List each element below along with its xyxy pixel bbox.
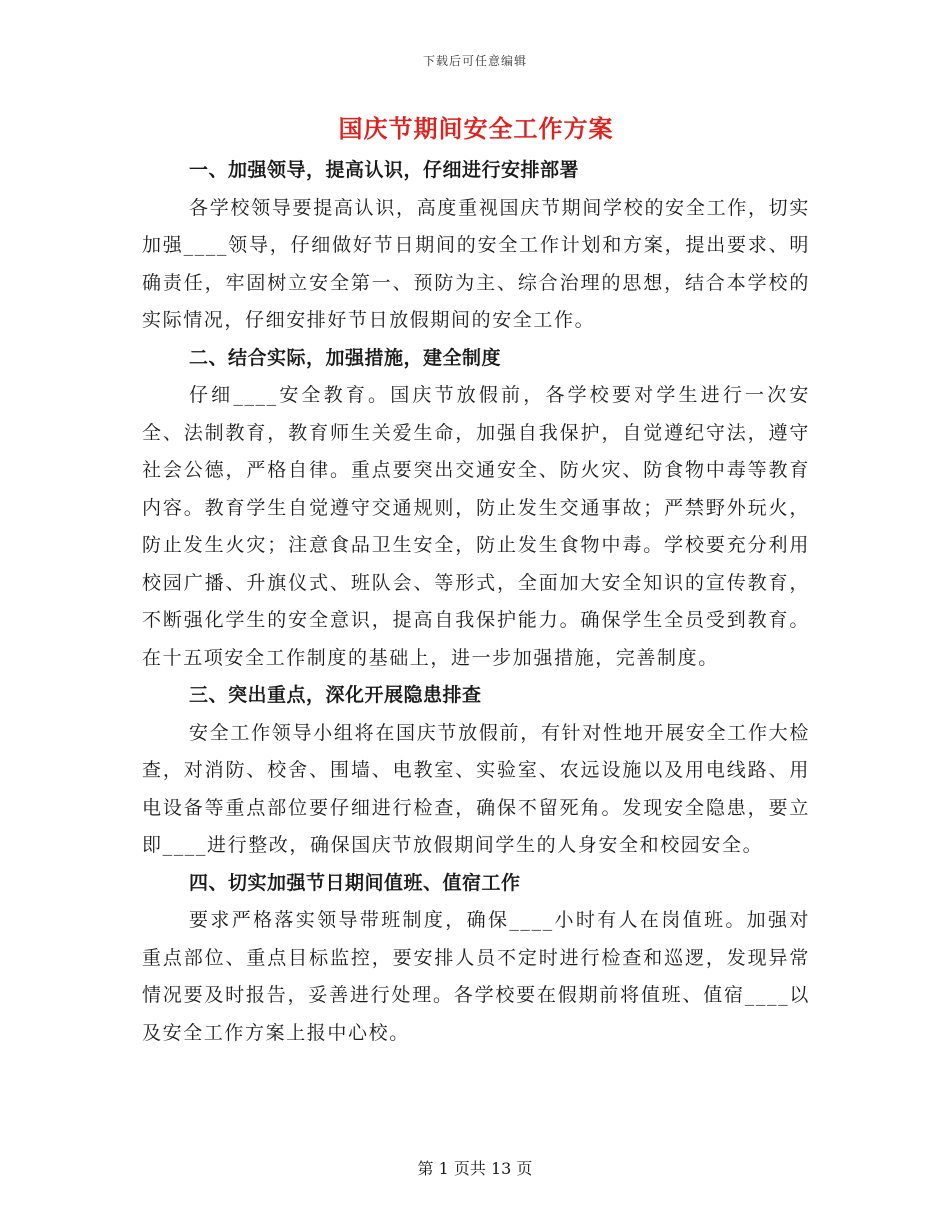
page-footer: 第 1 页共 13 页: [417, 1159, 533, 1178]
section-heading: 三、突出重点，深化开展隐患排查: [189, 684, 482, 706]
section-paragraph: 要求严格落实领导带班制度，确保____小时有人在岗值班。加强对重点部位、重点目标监控，要安排人员不定时进行检查和巡逻，发现异常情况要及时报告，妥善进行处理。各学校要在假期前将值班、值宿____以及安全工作方案上报中心校。: [142, 909, 810, 1044]
section-heading: 二、结合实际，加强措施，建全制度: [189, 346, 502, 369]
section-paragraph: 各学校领导要提高认识，高度重视国庆节期间学校的安全工作，切实加强____领导，仔细做好节日期间的安全工作计划和方案，提出要求、明确责任，牢固树立安全第一、预防为主、综合治理的思想，结合本学校的实际情况，仔细安排好节日放假期间的安全工作。: [142, 196, 810, 331]
section-3: [142, 677, 810, 865]
document-body: [142, 110, 810, 1052]
section-1: [142, 152, 810, 340]
section-paragraph: 仔细____安全教育。国庆节放假前，各学校要对学生进行一次安全、法制教育，教育师生关爱生命，加强自我保护，自觉遵纪守法，遵守社会公德，严格自律。重点要突出交通安全、防火灾、防食物中毒等教育内容。教育学生自觉遵守交通规则，防止发生交通事故；严禁野外玩火，防止发生火灾；注意食品卫生安全，防止发生食物中毒。学校要充分利用校园广播、升旗仪式、班队会、等形式，全面加大安全知识的宣传教育，不断强化学生的安全意识，提高自我保护能力。确保学生全员受到教育。在十五项安全工作制度的基础上，进一步加强措施，完善制度。: [142, 384, 810, 669]
header-note: 下载后可任意编辑: [422, 54, 527, 68]
section-heading: 四、切实加强节日期间值班、值宿工作: [189, 871, 521, 894]
section-paragraph: 安全工作领导小组将在国庆节放假前，有针对性地开展安全工作大检查，对消防、校舍、围墙、电教室、实验室、农远设施以及用电线路、用电设备等重点部位要仔细进行检查，确保不留死角。发现安全隐患，要立即____进行整改，确保国庆节放假期间学生的人身安全和校园安全。: [142, 721, 810, 856]
section-4: [142, 865, 810, 1053]
section-heading: 一、加强领导，提高认识，仔细进行安排部署: [189, 159, 580, 181]
section-2: [142, 340, 810, 678]
document-title: 国庆节期间安全工作方案: [338, 114, 614, 143]
